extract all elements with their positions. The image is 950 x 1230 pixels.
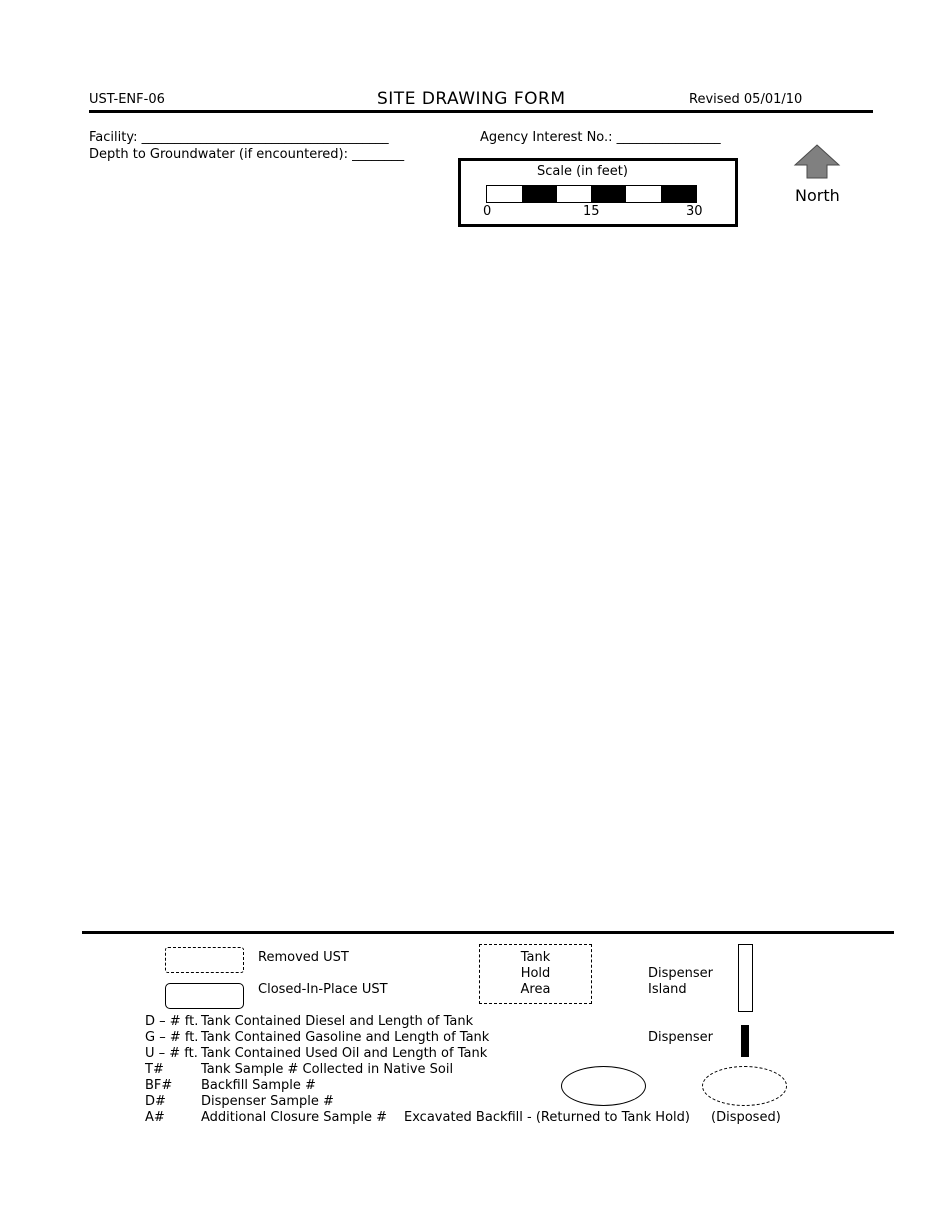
scale-bar [486,185,697,203]
removed-ust-symbol [165,947,244,973]
legend-code: D – # ft. [145,1014,199,1029]
legend-code: G – # ft. [145,1030,199,1045]
legend-desc: Tank Sample # Collected in Native Soil [201,1062,454,1077]
legend-code: D# [145,1094,166,1109]
scale-tick-0: 0 [483,204,492,219]
legend-desc: Tank Contained Diesel and Length of Tank [201,1014,474,1029]
legend-code: A# [145,1110,165,1125]
tank-hold-area-label: Tank Hold Area [520,950,551,997]
scale-segment [591,186,626,202]
legend-desc: Tank Contained Used Oil and Length of Tank [201,1046,488,1061]
disposed-label: (Disposed) [711,1110,781,1125]
form-id: UST-ENF-06 [89,92,165,107]
scale-segment [557,186,592,202]
dispenser-island-symbol [738,944,753,1012]
north-arrow-icon [793,144,841,180]
dispenser-label: Dispenser [648,1030,713,1045]
removed-ust-label: Removed UST [258,950,349,965]
legend-rule [82,931,894,934]
disposed-backfill-symbol [702,1066,787,1106]
agency-interest-field[interactable]: Agency Interest No.: ________________ [480,130,721,145]
header-rule [89,110,873,113]
scale-segment [626,186,661,202]
facility-field[interactable]: Facility: ______________________________________ [89,130,389,145]
scale-segment [661,186,696,202]
legend-code: BF# [145,1078,173,1093]
revised-date: Revised 05/01/10 [689,92,803,107]
page-title: SITE DRAWING FORM [377,89,566,109]
legend-desc: Tank Contained Gasoline and Length of Tank [201,1030,490,1045]
scale-segment [487,186,522,202]
north-label: North [795,186,840,205]
dispenser-island-label-1: Dispenser [648,966,713,981]
closed-in-place-ust-symbol [165,983,244,1009]
legend-code: T# [145,1062,164,1077]
returned-backfill-symbol [561,1066,646,1106]
legend-code: U – # ft. [145,1046,198,1061]
legend-desc: Additional Closure Sample # [201,1110,388,1125]
dispenser-island-label-2: Island [648,982,687,997]
drawing-area[interactable] [89,240,873,920]
legend-desc: Backfill Sample # [201,1078,316,1093]
excavated-backfill-label: Excavated Backfill - (Returned to Tank Hold) [404,1110,690,1125]
dispenser-symbol [741,1025,749,1057]
depth-to-groundwater-field[interactable]: Depth to Groundwater (if encountered): ________ [89,147,405,162]
scale-segment [522,186,557,202]
scale-title: Scale (in feet) [537,164,628,179]
legend-desc: Dispenser Sample # [201,1094,334,1109]
scale-tick-30: 30 [686,204,703,219]
closed-in-place-ust-label: Closed-In-Place UST [258,982,388,997]
scale-tick-15: 15 [583,204,600,219]
